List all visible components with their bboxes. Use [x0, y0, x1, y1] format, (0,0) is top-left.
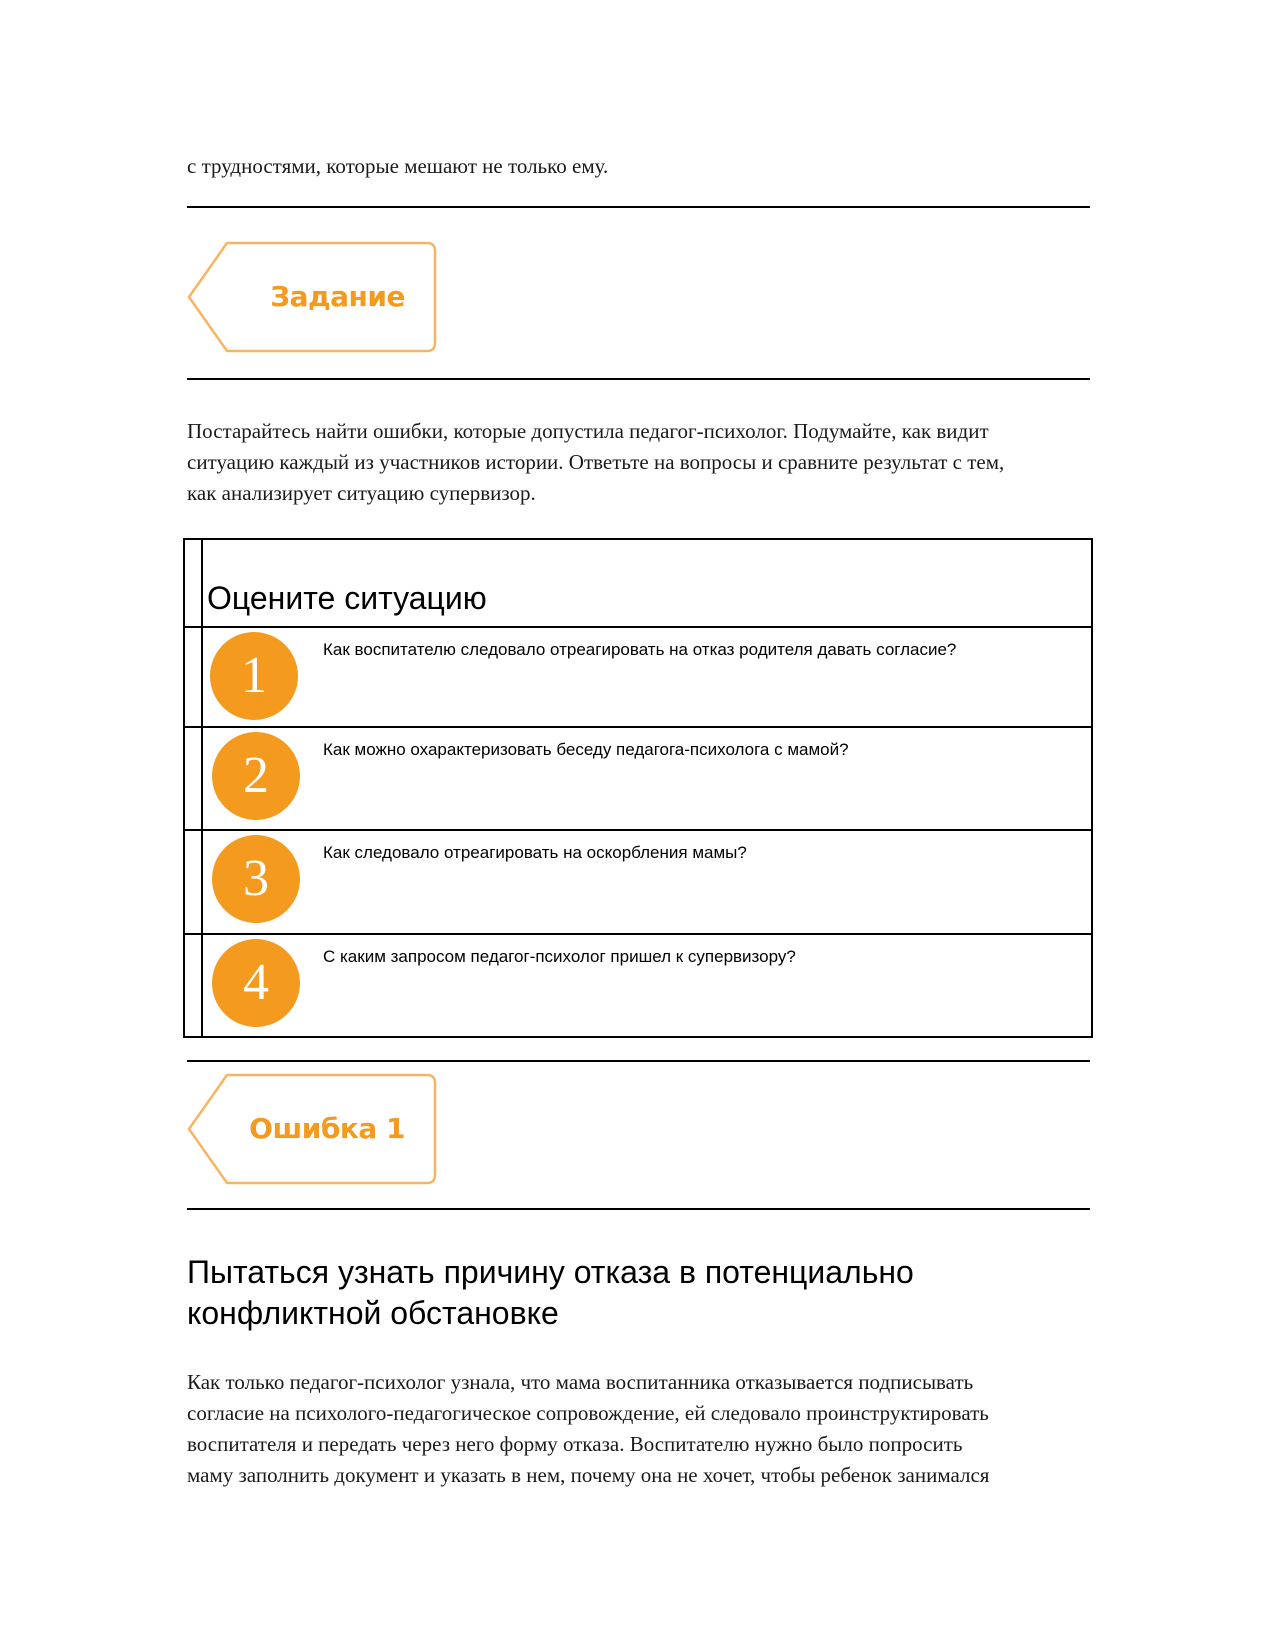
- table-title: Оцените ситуацию: [207, 580, 487, 616]
- number-badge: 1: [210, 632, 298, 720]
- question-row: [203, 935, 1091, 1035]
- question-text: С каким запросом педагог-психолог пришел к супервизору?: [323, 947, 796, 966]
- error-paragraph: [187, 1367, 1097, 1491]
- task-paragraph: [187, 416, 1097, 509]
- error-tag: [187, 1073, 437, 1185]
- question-text: Как воспитателю следовало отреагировать на отказ родителя давать согласие?: [323, 640, 957, 659]
- error-line: Как только педагог-психолог узнала, что мама воспитанника отказывается подписывать: [187, 1370, 974, 1394]
- error-line: согласие на психолого-педагогическое сопровождение, ей следовало проинструктировать: [187, 1401, 989, 1425]
- question-row: [203, 628, 1091, 726]
- number-badge: 2: [212, 732, 300, 820]
- question-row: [203, 728, 1091, 828]
- divider: [187, 1208, 1090, 1210]
- task-line: как анализирует ситуацию супервизор.: [187, 481, 536, 505]
- heading-line: конфликтной обстановке: [187, 1295, 559, 1331]
- error-tag-label: Ошибка 1: [249, 1112, 405, 1145]
- question-text: Как следовало отреагировать на оскорбления мамы?: [323, 843, 747, 862]
- number-badge: 4: [212, 939, 300, 1027]
- heading-line: Пытаться узнать причину отказа в потенциально: [187, 1254, 914, 1290]
- task-tag-label: Задание: [270, 280, 405, 313]
- question-row: [203, 831, 1091, 933]
- questions-table: [183, 538, 1093, 1038]
- continued-paragraph: с трудностями, которые мешают не только ему.: [187, 154, 609, 178]
- question-text: Как можно охарактеризовать беседу педагога-психолога с мамой?: [323, 740, 849, 759]
- number-badge: 3: [212, 835, 300, 923]
- divider: [187, 206, 1090, 208]
- divider: [187, 378, 1090, 380]
- task-tag: [187, 241, 437, 353]
- error-line: воспитателя и передать через него форму отказа. Воспитателю нужно было попросить: [187, 1432, 963, 1456]
- task-line: Постарайтесь найти ошибки, которые допустила педагог-психолог. Подумайте, как видит: [187, 419, 989, 443]
- error-line: маму заполнить документ и указать в нем, почему она не хочет, чтобы ребенок занимался: [187, 1463, 990, 1487]
- error-heading: [187, 1252, 1087, 1334]
- divider: [187, 1060, 1090, 1062]
- task-line: ситуацию каждый из участников истории. Ответьте на вопросы и сравните результат с тем,: [187, 450, 1005, 474]
